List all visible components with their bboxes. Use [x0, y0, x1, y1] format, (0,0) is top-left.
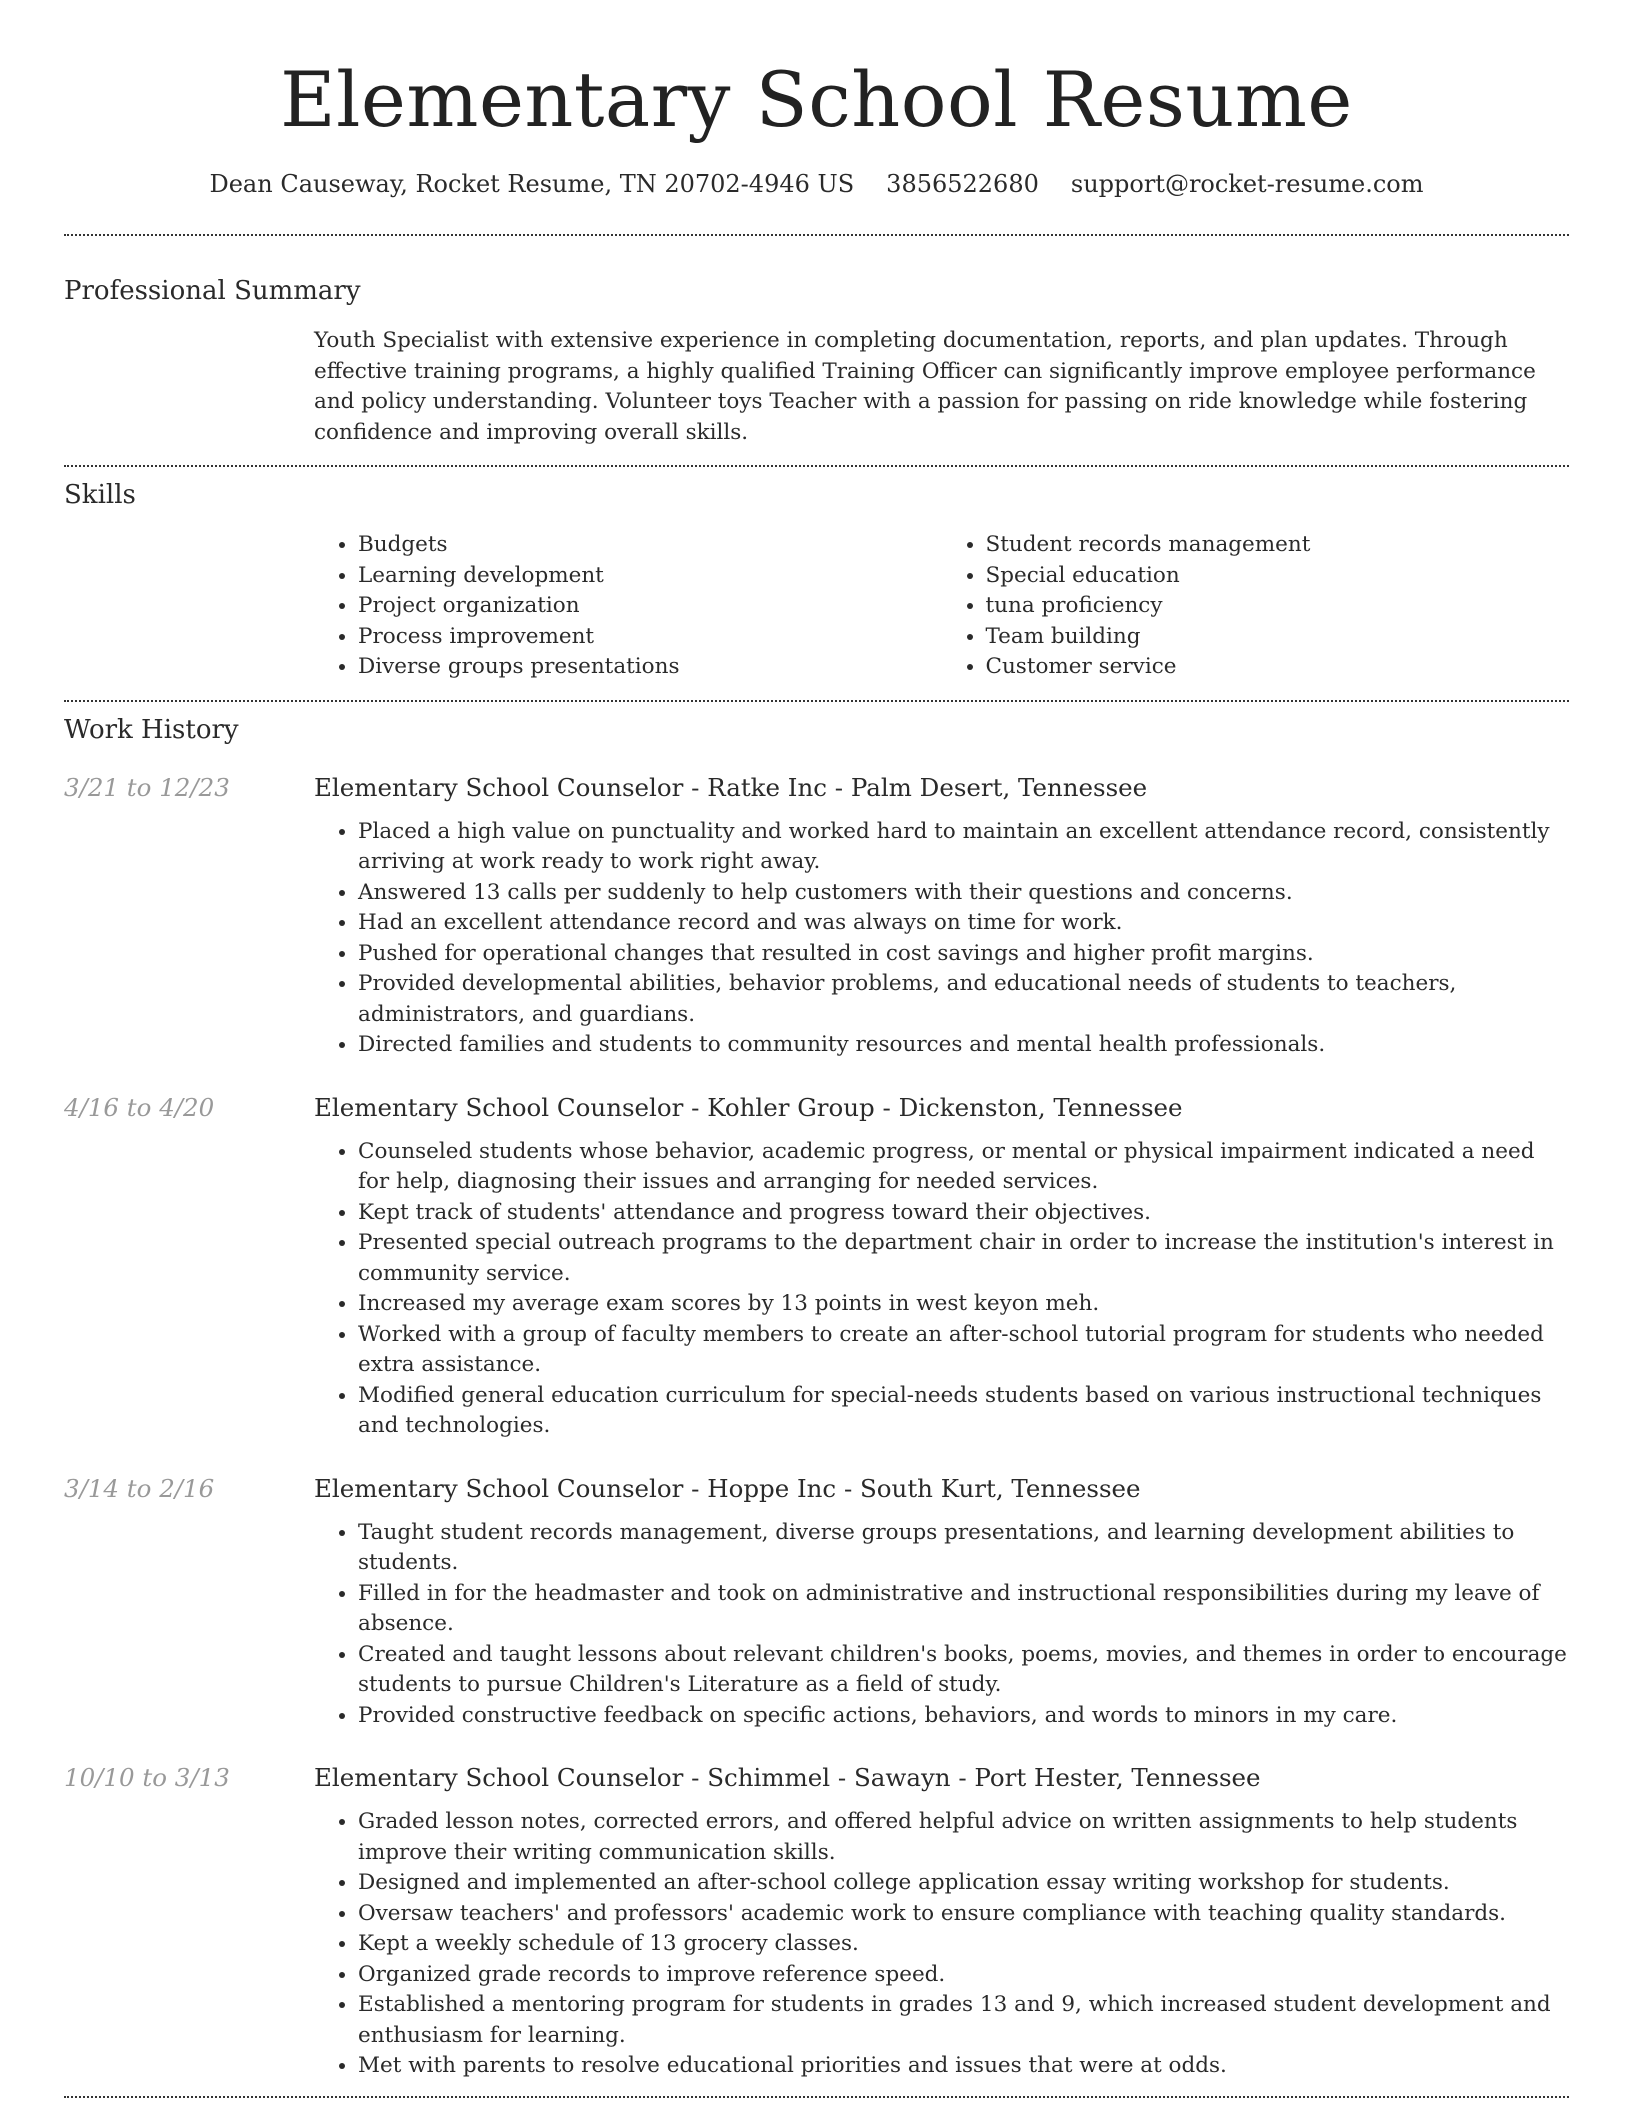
job-bullet: • Graded lesson notes, corrected errors, and offered helpful advice on written assignments to help students improve their writing communication skills. — [358, 1807, 1569, 1868]
skill-item: • Diverse groups presentations — [358, 652, 942, 683]
job-bullet: • Kept track of students' attendance and progress toward their objectives. — [358, 1198, 1569, 1229]
job-bullet: • Modified general education curriculum for special-needs students based on various instructional techniques and technologies. — [358, 1381, 1569, 1442]
job-bullet: • Kept a weekly schedule of 13 grocery classes. — [358, 1929, 1569, 1960]
summary-heading: Professional Summary — [64, 276, 361, 306]
job-bullets — [314, 1518, 1569, 1732]
job-dates: 10/10 to 3/13 — [64, 1763, 230, 1792]
skill-item: • Student records management — [986, 530, 1570, 561]
work-history-heading: Work History — [64, 714, 239, 745]
job-bullet: • Presented special outreach programs to the department chair in order to increase the institution's interest in community service. — [358, 1228, 1569, 1289]
summary-text: Youth Specialist with extensive experience in completing documentation, reports, and plan updates. Through effective training programs, a highly qualified Training Officer can significantly improve employee performance and policy understanding. Volunteer toys Teacher with a passion for passing on ride knowledge while fostering confidence and improving overall skills. — [314, 328, 1536, 445]
job-bullet: • Provided constructive feedback on specific actions, behaviors, and words to minors in my care. — [358, 1701, 1569, 1732]
skill-item: • Budgets — [358, 530, 942, 561]
skills-column-right — [942, 530, 1570, 683]
job-dates: 4/16 to 4/20 — [64, 1092, 215, 1122]
job-bullet: • Organized grade records to improve reference speed. — [358, 1960, 1569, 1991]
job-bullet: • Increased my average exam scores by 13 points in west keyon meh. — [358, 1289, 1569, 1320]
job-title: Elementary School Counselor - Hoppe Inc - South Kurt, Tennessee — [314, 1473, 1141, 1503]
section-divider — [64, 465, 1569, 467]
job-bullet: • Had an excellent attendance record and was always on time for work. — [358, 908, 1569, 939]
job-entry — [64, 771, 1569, 1061]
skill-item: • Customer service — [986, 652, 1570, 683]
skill-item: • Learning development — [358, 561, 942, 592]
job-entry — [64, 1761, 1569, 2082]
job-bullet: • Filled in for the headmaster and took on administrative and instructional responsibilities during my leave of absence. — [358, 1579, 1569, 1640]
contact-address: Dean Causeway, Rocket Resume, TN 20702-4946 US — [209, 170, 855, 198]
job-title: Elementary School Counselor - Ratke Inc - Palm Desert, Tennessee — [314, 772, 1148, 802]
section-divider — [64, 234, 1569, 236]
section-divider — [64, 700, 1569, 702]
resume-page — [64, 0, 1569, 2098]
job-bullet: • Placed a high value on punctuality and worked hard to maintain an excellent attendance record, consistently arriving at work ready to work right away. — [358, 817, 1569, 878]
job-bullets — [314, 1137, 1569, 1442]
job-title: Elementary School Counselor - Kohler Group - Dickenston, Tennessee — [314, 1092, 1183, 1122]
job-bullet: • Oversaw teachers' and professors' academic work to ensure compliance with teaching quality standards. — [358, 1899, 1569, 1930]
job-bullet: • Answered 13 calls per suddenly to help customers with their questions and concerns. — [358, 878, 1569, 909]
job-bullets — [314, 1807, 1569, 2082]
job-bullet: • Counseled students whose behavior, academic progress, or mental or physical impairment indicated a need for help, diagnosing their issues and arranging for needed services. — [358, 1137, 1569, 1198]
job-entry — [64, 1472, 1569, 1732]
contact-line — [64, 168, 1569, 200]
skill-item: • Project organization — [358, 591, 942, 622]
skills-list — [314, 530, 1569, 683]
job-bullet: • Provided developmental abilities, behavior problems, and educational needs of students to teachers, administrators, and guardians. — [358, 969, 1569, 1030]
job-bullet: • Created and taught lessons about relevant children's books, poems, movies, and themes in order to encourage students to pursue Children's Literature as a field of study. — [358, 1640, 1569, 1701]
job-dates: 3/14 to 2/16 — [64, 1473, 215, 1503]
job-title: Elementary School Counselor - Schimmel - Sawayn - Port Hester, Tennessee — [314, 1763, 1261, 1792]
job-bullets — [314, 817, 1569, 1061]
job-dates: 3/21 to 12/23 — [64, 772, 230, 802]
skill-item: • tuna proficiency — [986, 591, 1570, 622]
skills-heading: Skills — [64, 480, 136, 510]
section-divider — [64, 2096, 1569, 2098]
skill-item: • Special education — [986, 561, 1570, 592]
skill-item: • Process improvement — [358, 622, 942, 653]
job-bullet: • Worked with a group of faculty members to create an after-school tutorial program for students who needed extra assistance. — [358, 1320, 1569, 1381]
job-bullet: • Designed and implemented an after-school college application essay writing workshop for students. — [358, 1868, 1569, 1899]
job-bullet: • Taught student records management, diverse groups presentations, and learning development abilities to students. — [358, 1518, 1569, 1579]
job-bullet: • Directed families and students to community resources and mental health professionals. — [358, 1030, 1569, 1061]
job-bullet: • Established a mentoring program for students in grades 13 and 9, which increased student development and enthusiasm for learning. — [358, 1990, 1569, 2051]
skill-item: • Team building — [986, 622, 1570, 653]
resume-title: Elementary School Resume — [280, 55, 1353, 144]
contact-email: support@rocket-resume.com — [1070, 170, 1424, 198]
skills-column-left — [314, 530, 942, 683]
job-entry — [64, 1091, 1569, 1442]
contact-phone: 3856522680 — [886, 170, 1039, 198]
job-bullet: • Met with parents to resolve educational priorities and issues that were at odds. — [358, 2051, 1569, 2082]
job-bullet: • Pushed for operational changes that resulted in cost savings and higher profit margins. — [358, 939, 1569, 970]
